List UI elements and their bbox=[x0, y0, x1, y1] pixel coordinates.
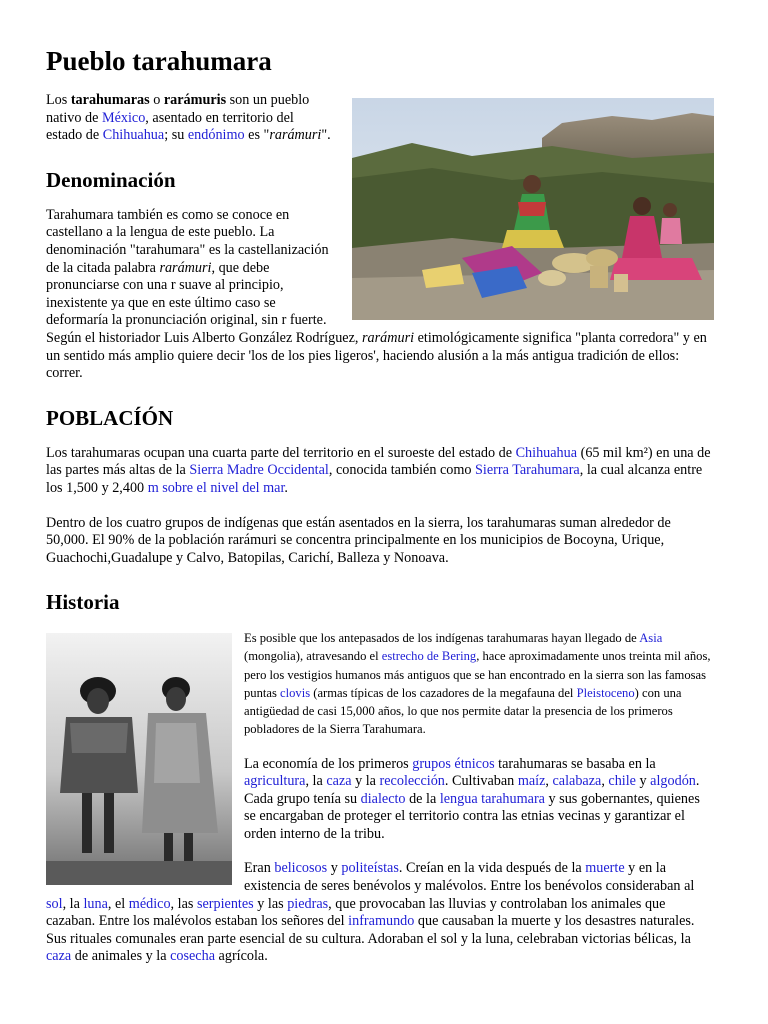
link-agricultura[interactable]: agricultura bbox=[244, 773, 306, 790]
historia3-text-3: . Creían en la vida después de la bbox=[398, 860, 586, 877]
intro-text-2: o bbox=[149, 92, 164, 108]
link-politeistas[interactable]: politeístas bbox=[341, 860, 399, 877]
link-calabaza[interactable]: calabaza bbox=[552, 773, 602, 790]
historia3-text-11: de animales y la bbox=[71, 948, 171, 965]
link-sierra-tarahumara[interactable]: Sierra Tarahumara bbox=[475, 462, 580, 479]
historia2-text-3: , la bbox=[305, 773, 327, 790]
link-inframundo[interactable]: inframundo bbox=[348, 913, 415, 930]
historia2-text-9: . Cada grupo tenía su bbox=[244, 773, 700, 807]
denominacion-text-2: , que debe pronunciarse con una r suave al principio, inexistente ya que en este último caso se deformaría la pronunciación original, sin r fuerte. Según el historiador Luis Alberto González Rodríguez, bbox=[46, 259, 362, 346]
link-piedras[interactable]: piedras bbox=[287, 895, 329, 912]
link-maiz[interactable]: maíz bbox=[517, 773, 546, 790]
historia3-text-6: , el bbox=[107, 895, 129, 912]
link-recoleccion[interactable]: recolección bbox=[379, 773, 445, 790]
poblacion-text-4: , la cual alcanza entre los 1,500 y 2,400 bbox=[46, 462, 703, 496]
poblacion-paragraph-1 bbox=[46, 445, 714, 498]
link-dialecto[interactable]: dialecto bbox=[360, 790, 406, 807]
historia3-text-4: y en la existencia de seres benévolos y malévolos. Entre los benévolos consideraban al bbox=[244, 860, 695, 895]
poblacion-text-3: , conocida también como bbox=[328, 462, 476, 479]
intro-text-6: es " bbox=[244, 127, 270, 144]
link-luna[interactable]: luna bbox=[83, 895, 108, 912]
historia2-text-10: de la bbox=[405, 790, 440, 807]
link-chile[interactable]: chile bbox=[608, 773, 636, 790]
historia1-text-3: , hace aproximadamente unos treinta mil años, pero los vestigios humanos más antiguos que se han encontrado en la sierra son las famosas puntas bbox=[244, 649, 711, 700]
heading-poblacion: POBLACÍÓN bbox=[46, 405, 174, 430]
historia2-text-1: La economía de los primeros bbox=[244, 755, 413, 772]
link-caza[interactable]: caza bbox=[326, 773, 352, 790]
heading-historia: Historia bbox=[46, 590, 120, 615]
link-chihuahua-2[interactable]: Chihuahua bbox=[515, 444, 578, 461]
historia1-text-2: (mongolia), atravesando el bbox=[244, 649, 382, 664]
intro-italic-1: rarámuri bbox=[269, 127, 322, 144]
intro-text-4: , asentado en territorio del estado de bbox=[46, 109, 294, 144]
intro-text-3: son un pueblo nativo de bbox=[46, 92, 310, 126]
poblacion-text-1: Los tarahumaras ocupan una cuarta parte del territorio en el suroeste del estado de bbox=[46, 444, 516, 461]
link-asia[interactable]: Asia bbox=[639, 631, 663, 646]
historia3-text-10: que causaban la muerte y los desastres naturales. Sus rituales comunales eran parte esencial de su cultura. Adoraban el sol y la luna, celebraban victorias bélicas, la bbox=[46, 913, 695, 947]
historia1-text-5: ) con una antigüedad de casi 15,000 años, lo que nos permite datar la presencia de los primeros pobladores de la Sierra Tarahumara. bbox=[244, 685, 682, 737]
intro-text-5: ; su bbox=[164, 127, 188, 144]
link-cosecha[interactable]: cosecha bbox=[170, 948, 215, 965]
intro-text-7: ". bbox=[321, 127, 331, 144]
link-lengua-tarahumara[interactable]: lengua tarahumara bbox=[439, 790, 545, 807]
link-medico[interactable]: médico bbox=[128, 895, 171, 912]
historia2-text-7: , bbox=[601, 773, 609, 790]
heading-denominacion: Denominación bbox=[46, 167, 176, 192]
denominacion-italic-2: rarámuri bbox=[362, 329, 415, 346]
historia3-text-2: y bbox=[327, 860, 342, 877]
poblacion-text-2: (65 mil km²) en una de las partes más altas de la bbox=[46, 444, 711, 479]
denominacion-text-3: etimológicamente significa "planta corredora" y en un sentido más amplio quiere decir 'los de los pies ligeros', haciendo alusión a la más antigua tradición de ellos: correr. bbox=[46, 329, 707, 382]
link-estrecho-de-bering[interactable]: estrecho de Bering bbox=[381, 649, 477, 664]
photo-tarahumara-women-selling-baskets bbox=[352, 98, 714, 320]
link-sierra-madre-occidental[interactable]: Sierra Madre Occidental bbox=[189, 462, 329, 479]
link-clovis[interactable]: clovis bbox=[280, 685, 311, 700]
historia1-text-4: (armas típicas de los cazadores de la megafauna del bbox=[310, 685, 577, 700]
historia1-text-1: Es posible que los antepasados de los indígenas tarahumaras hayan llegado de bbox=[244, 631, 640, 646]
link-pleistoceno[interactable]: Pleistoceno bbox=[576, 685, 635, 700]
intro-bold-1: tarahumaras bbox=[70, 92, 150, 108]
historia3-text-12: agrícola. bbox=[215, 948, 268, 965]
page-title: Pueblo tarahumara bbox=[46, 46, 272, 76]
link-muerte[interactable]: muerte bbox=[585, 860, 625, 877]
link-algodon[interactable]: algodón bbox=[650, 773, 696, 790]
historia2-text-11: y sus gobernantes, quienes se encargaban de proteger el territorio contra las etnias vecinas y garantizar el orden interno de la tribu. bbox=[244, 790, 700, 842]
photo-tarahumara-men-historic bbox=[46, 633, 232, 885]
historia2-text-6: , bbox=[545, 773, 553, 790]
link-belicosos[interactable]: belicosos bbox=[274, 860, 328, 877]
intro-bold-2: rarámuris bbox=[163, 92, 227, 108]
denominacion-text-1: Tarahumara también es como se conoce en castellano a la lengua de este pueblo. La denominación "tarahumara" es la castellanización de la citada palabra bbox=[46, 206, 329, 276]
intro-text-1: Los bbox=[46, 92, 71, 108]
poblacion-paragraph-2: Dentro de los cuatro grupos de indígenas que están asentados en la sierra, los tarahumaras suman alrededor de 50,000. El 90% de la población rarámuri se concentra principalmente en los municipios de Bocoyna, Urique, Guachochi,Guadalupe y Calvo, Batopilas, Carichí, Balleza y Nonoava. bbox=[46, 514, 671, 566]
historia2-text-5: . Cultivaban bbox=[444, 773, 518, 790]
historia3-text-9: , que provocaban las lluvias y controlaban los animales que cazaban. Entre los malévolos estaban los señores del bbox=[46, 895, 666, 930]
historia3-text-7: , las bbox=[170, 895, 197, 912]
link-serpientes[interactable]: serpientes bbox=[196, 895, 254, 912]
link-sol[interactable]: sol bbox=[46, 895, 63, 912]
historia2-text-2: tarahumaras se basaba en la bbox=[494, 755, 656, 772]
historia2-text-8: y bbox=[635, 773, 651, 790]
link-mexico[interactable]: México bbox=[101, 109, 146, 126]
link-nivel-del-mar[interactable]: m sobre el nivel del mar bbox=[147, 479, 285, 496]
historia3-text-5: , la bbox=[62, 895, 84, 912]
poblacion-text-5: . bbox=[284, 479, 288, 496]
link-endonimo[interactable]: endónimo bbox=[187, 127, 245, 144]
link-chihuahua[interactable]: Chihuahua bbox=[102, 127, 165, 144]
historia2-text-4: y la bbox=[351, 773, 380, 790]
article-content bbox=[46, 44, 714, 983]
denominacion-italic-1: rarámuri bbox=[159, 259, 212, 276]
link-grupos-etnicos[interactable]: grupos étnicos bbox=[412, 755, 495, 772]
link-caza-2[interactable]: caza bbox=[46, 948, 72, 965]
historia3-text-1: Eran bbox=[244, 860, 275, 877]
historia3-text-8: y las bbox=[253, 895, 288, 912]
